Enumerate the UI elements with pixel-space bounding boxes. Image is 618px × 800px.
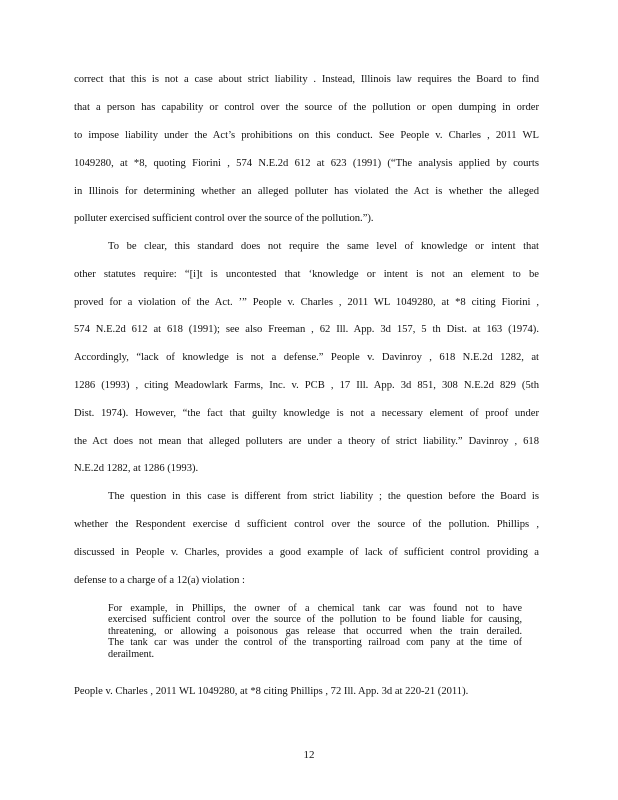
body-line: Accordingly, “lack of knowledge is not a defense.” People v. Davinroy , 618 N.E.2d 1282, at bbox=[74, 352, 539, 363]
block-quote-line: threatening, or allowing a poisonous gas release that occurred when the train derailed. bbox=[108, 626, 522, 637]
block-quote-line: The tank car was under the control of the transporting railroad com pany at the time of bbox=[108, 637, 522, 648]
body-line: proved for a violation of the Act. ’” People v. Charles , 2011 WL 1049280, at *8 citing Fiorini , bbox=[74, 297, 539, 308]
body-line: The question in this case is different from strict liability ; the question before the Board is bbox=[108, 491, 539, 502]
body-line: the Act does not mean that alleged polluters are under a theory of strict liability.” Davinroy , 618 bbox=[74, 436, 539, 447]
body-line: correct that this is not a case about strict liability . Instead, Illinois law requires the Board to find bbox=[74, 74, 539, 85]
body-line: 1049280, at *8, quoting Fiorini , 574 N.E.2d 612 at 623 (1991) (“The analysis applied by courts bbox=[74, 158, 539, 169]
body-line: that a person has capability or control over the source of the pollution or open dumping in order bbox=[74, 102, 539, 113]
body-line: defense to a charge of a 12(a) violation : bbox=[74, 575, 245, 586]
block-quote-line: For example, in Phillips, the owner of a chemical tank car was found not to have bbox=[108, 603, 522, 614]
body-line: N.E.2d 1282, at 1286 (1993). bbox=[74, 463, 199, 474]
body-line: other statutes require: “[i]t is uncontested that ‘knowledge or intent is not an element to be bbox=[74, 269, 539, 280]
body-line: whether the Respondent exercise d sufficient control over the source of the pollution. Phillips , bbox=[74, 519, 539, 530]
body-line: discussed in People v. Charles, provides a good example of lack of sufficient control providing a bbox=[74, 547, 539, 558]
body-line: polluter exercised sufficient control over the source of the pollution.”). bbox=[74, 213, 374, 224]
citation-line: People v. Charles , 2011 WL 1049280, at *8 citing Phillips , 72 Ill. App. 3d at 220-21 (2011). bbox=[74, 686, 469, 697]
body-line: To be clear, this standard does not require the same level of knowledge or intent that bbox=[108, 241, 539, 252]
body-line: 1286 (1993) , citing Meadowlark Farms, Inc. v. PCB , 17 Ill. App. 3d 851, 308 N.E.2d 829 (5th bbox=[74, 380, 539, 391]
body-line: Dist. 1974). However, “the fact that guilty knowledge is not a necessary element of proof under bbox=[74, 408, 539, 419]
page-number: 12 bbox=[303, 749, 315, 761]
body-line: 574 N.E.2d 612 at 618 (1991); see also Freeman , 62 Ill. App. 3d 157, 5 th Dist. at 163 (1974). bbox=[74, 324, 539, 335]
body-line: in Illinois for determining whether an alleged polluter has violated the Act is whether the alleged bbox=[74, 186, 539, 197]
body-line: to impose liability under the Act’s prohibitions on this conduct. See People v. Charles , 2011 WL bbox=[74, 130, 539, 141]
block-quote-line: derailment. bbox=[108, 649, 155, 660]
block-quote-line: exercised sufficient control over the source of the pollution to be found liable for causing, bbox=[108, 614, 522, 625]
